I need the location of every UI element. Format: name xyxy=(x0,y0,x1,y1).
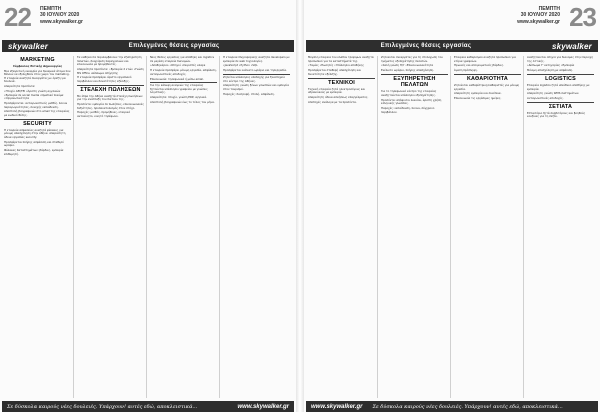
paragraph: Προσφέρεται πλήρης ασφάλιση και σταθερό ωράριο. xyxy=(4,139,64,148)
paragraph: Προσόντα: απόφοιτοι λυκείου, άριστη χρήση ελληνικής γλώσσας. xyxy=(381,97,442,106)
paragraph: •Ταμίες •Πωλητές •Υπάλληλοι αποθήκης xyxy=(308,63,364,68)
footer-url[interactable]: www.skywalker.gr xyxy=(311,403,363,410)
paragraph: Άμεση πρόσληψη. xyxy=(454,68,478,73)
paragraph: •Δίπλωμα Γ' κατηγορίας •Εμπειρία xyxy=(527,63,575,68)
paragraph: Παροχές: εκπαίδευση, bonus, σύγχρονο περιβάλλον. xyxy=(381,106,435,114)
column-1 xyxy=(4,56,74,398)
site-url[interactable]: www.skywalker.gr xyxy=(517,19,560,25)
paragraph: Η εταιρεία ασφαλείας αναζητά φύλακες για μόνιμη απασχόληση στην Αθήνα. Απαραίτητη άδεια εργασίας security. xyxy=(4,127,66,139)
section-banner xyxy=(2,40,294,52)
page-footer xyxy=(306,401,598,412)
issue-date xyxy=(40,6,79,18)
left-page xyxy=(0,0,296,412)
paragraph: Απαραίτητη γνώση ξένων γλωσσών και εμπειρία στον τουρισμό. xyxy=(223,83,289,91)
issue-date-text: 30 ΙΟΥΛΙΟΥ 2020 xyxy=(40,12,80,18)
column-2 xyxy=(77,56,147,398)
section-title: ΣΕΤΙΑΤΑ xyxy=(548,103,573,110)
section-title: MARKETING xyxy=(20,57,55,63)
paragraph: Παροχές: διατροφή, στολή, ασφάλιση. xyxy=(223,91,275,96)
paragraph: •Αποθηκάριοι •Οδηγοί •Χειριστές κλαρκ xyxy=(150,63,206,68)
brand-logo: skywalker xyxy=(8,41,49,51)
paragraph: Προσφέρεται σταθερή απασχόληση και δυνατότητα εξέλιξης. xyxy=(308,68,361,76)
page-number: 22 xyxy=(4,2,31,32)
right-page xyxy=(304,0,600,412)
paragraph: Απαραίτητη άδεια ασκήσεως επαγγέλματος. xyxy=(308,94,369,99)
paragraph: Μεγάλη εταιρεία του κλάδου τροφίμων αναζητά προσωπικό για τα καταστήματά της. xyxy=(308,56,374,63)
column-3 xyxy=(454,56,524,398)
section-title: ΤΕΧΝΙΚΟΙ xyxy=(328,79,355,86)
paragraph: Φύλακας Καταστημάτων: βάρδιες, εμπειρία επιθυμητή. xyxy=(4,147,64,156)
column-4 xyxy=(527,56,596,398)
paragraph: •Πτυχίο ΑΕΙ/ΤΕΙ •Άριστη γνώση αγγλικών •Εμπειρία σε social media •Ομαδικό πνεύμα •Οργανωτικότητα xyxy=(4,88,64,101)
section-divider xyxy=(527,102,594,103)
paragraph: Αποστολή βιογραφικών στο email της εταιρείας με κωδικό θέσης. xyxy=(4,109,70,117)
paragraph: Παροχές: μισθός, προμήθειες, εταιρικό αυτοκίνητο, κινητό τηλέφωνο. xyxy=(77,110,131,119)
paragraph: Για την κάλυψη αναγκών της εταιρείας ζητούνται υπάλληλοι γραφείου με γνώσεις λογιστικής. xyxy=(150,83,208,95)
paragraph: Απαραίτητα προσόντα: •Εμπειρία 2 ετών •Γνώση MS Office •Δίπλωμα οδήγησης xyxy=(77,66,144,75)
page-footer xyxy=(2,401,294,412)
paragraph: Πρωινές και απογευματινές βάρδιες. xyxy=(454,63,505,68)
paragraph: Ζητούνται καθαρίστριες/καθαριστές για μόνιμη εργασία. xyxy=(454,82,520,91)
banner-title: Επιλεγμένες θέσεις εργασίας xyxy=(128,43,220,49)
section-divider xyxy=(4,119,71,120)
site-url[interactable]: www.skywalker.gr xyxy=(40,19,83,25)
paragraph: Μόνιμη απασχόληση με ασφάλιση. xyxy=(527,68,574,73)
paragraph: Για το τηλεφωνικό κέντρο της εταιρείας αναζητούνται υπάλληλοι εξυπηρέτησης. xyxy=(381,89,437,98)
paragraph: Αναζητούνται οδηγοί για διανομές στην περιοχή της Αττικής. xyxy=(527,56,593,63)
paragraph: Μια εξαιρετική ευκαιρία για δυναμικά άτομα που θέλουν να εξελιχθούν στον χώρο του marketing. Η εταιρεία αναζητά συνεργάτες με όρεξη για δουλειά. xyxy=(4,68,71,84)
job-columns xyxy=(4,56,292,398)
section-title: SECURITY xyxy=(23,120,52,127)
paragraph: Προσφέρεται ευέλικτο ωράριο και τηλεργασία. xyxy=(223,68,287,73)
banner-title: Επιλεγμένες θέσεις εργασίας xyxy=(380,43,472,49)
section-title: LOGISTICS xyxy=(545,75,576,82)
footer-slogan: Σε δύσκολα καιρούς νέες δουλειές. Υπάρχουν! αυτές εδώ, αποκλειστικά... xyxy=(372,403,563,410)
paragraph: Αποδοχές ανάλογα με τα προσόντα. xyxy=(308,99,357,104)
paragraph: Η εταιρεία προσφέρει άριστο εργασιακό περιβάλλον και δυνατότητες εξέλιξης. xyxy=(77,75,132,83)
section-divider xyxy=(77,85,144,86)
issue-date xyxy=(521,6,560,18)
section-divider xyxy=(527,74,594,75)
section-subtitle: Σύμβουλος Θετικής Δημιουργίας xyxy=(12,64,63,68)
paragraph: Απαραίτητα: πτυχίο, γνώση ERP, αγγλικά. xyxy=(150,95,207,100)
issue-day: ΠΕΜΠΤΗ xyxy=(40,6,62,12)
paragraph: Προσφέρονται: ανταγωνιστικός μισθός, bonus παραγωγικότητας, συνεχής εκπαίδευση. xyxy=(4,100,68,109)
paragraph: Απαραίτητη γνώση WMS συστημάτων. xyxy=(527,91,580,96)
paragraph: Εταιρεία logistics ζητά υπεύθυνο αποθήκης με εμπειρία. xyxy=(527,82,590,91)
paragraph: Ζητούνται συνεργάτες για τη στελέχωση του τμήματος εξυπηρέτησης πελατών. xyxy=(381,56,443,63)
paragraph: Τεχνική εταιρεία ζητά ηλεκτρολόγους και υδραυλικούς με εμπειρία. xyxy=(308,86,366,95)
job-columns xyxy=(308,56,596,398)
column-1 xyxy=(308,56,378,398)
paragraph: •Καλή γνώση Η/Υ •Επικοινωνιακότητα xyxy=(381,63,434,68)
paragraph: Εστιατόριο ζητά σερβιτόρους και βοηθούς κουζίνας για τη σεζόν. xyxy=(527,110,586,119)
column-3 xyxy=(150,56,220,398)
section-divider xyxy=(308,78,375,79)
section-banner xyxy=(306,40,598,52)
paragraph: Απαραίτητα προσόντα: xyxy=(4,84,36,89)
paragraph: •JavaScript •Python •SQL xyxy=(223,63,258,68)
column-2 xyxy=(381,56,451,398)
paragraph: Προσόντα: εμπειρία σε πωλήσεις, επικοινωνιακές δεξιότητες, προσανατολισμός στον στόχο. xyxy=(77,102,144,110)
paragraph: Αποστολή βιογραφικών έως το τέλος του μήνα. xyxy=(150,100,215,105)
paragraph: Τα καθήκοντα περιλαμβάνουν την εξυπηρέτηση πελατών, διαχείριση παραγγελιών και επικοινωνία με προμηθευτές. xyxy=(77,56,142,67)
paragraph: Με έδρα την Αθήνα αναζητά στελέχη πωλήσεων για την ανάπτυξη του δικτύου της. xyxy=(77,93,143,102)
footer-slogan: Σε δύσκολα καιρούς νέες δουλειές. Υπάρχουν! αυτές εδώ, αποκλειστικά... xyxy=(7,403,198,410)
page-number: 23 xyxy=(569,2,596,32)
paragraph: Η εταιρεία πληροφορικής αναζητά developers με εμπειρία σε web τεχνολογίες. xyxy=(223,56,290,63)
paragraph: Η εταιρεία προσφέρει μόνιμη εργασία, ασφάλιση, ανταγωνιστικές αποδοχές. xyxy=(150,68,217,76)
paragraph: Ευέλικτο ωράριο, πλήρης απασχόληση. xyxy=(381,68,434,73)
paragraph: Επικοινωνία τις εργάσιμες ημέρες. xyxy=(454,96,502,101)
paragraph: Απαραίτητη εμπειρία και συνέπεια. xyxy=(454,91,502,96)
paragraph: Εταιρεία καθαρισμού αναζητά προσωπικό για κτίρια γραφείων. xyxy=(454,56,516,63)
section-title: ΣΤΕΛΕΧΗ ΠΩΛΗΣΕΩΝ xyxy=(80,86,141,93)
issue-day: ΠΕΜΠΤΗ xyxy=(538,6,560,12)
paragraph: Επικοινωνία: τηλεφωνικά ή μέσω email. xyxy=(150,76,204,81)
paragraph: Ανταγωνιστικές αποδοχές. xyxy=(527,96,564,101)
page-gutter xyxy=(296,0,304,412)
column-4 xyxy=(223,56,292,398)
section-title: ΚΑΘΑΡΙΟΤΗΤΑ xyxy=(466,75,509,82)
paragraph: Νέες θέσεις εργασίας για αποθήκη και logistics σε μεγάλη εταιρεία διανομών. xyxy=(150,56,214,63)
issue-date-text: 30 ΙΟΥΛΙΟΥ 2020 xyxy=(520,12,560,18)
paragraph: Ζητείται υπάλληλος υποδοχής για ξενοδοχείο στο κέντρο της Αθήνας. xyxy=(223,74,286,83)
brand-logo: skywalker xyxy=(551,41,592,51)
footer-url[interactable]: www.skywalker.gr xyxy=(237,403,289,410)
section-divider xyxy=(454,74,521,75)
section-title: ΕΞΥΠΗΡΕΤΗΣΗ ΠΕΛΑΤΩΝ xyxy=(393,75,436,89)
section-divider xyxy=(381,74,448,75)
